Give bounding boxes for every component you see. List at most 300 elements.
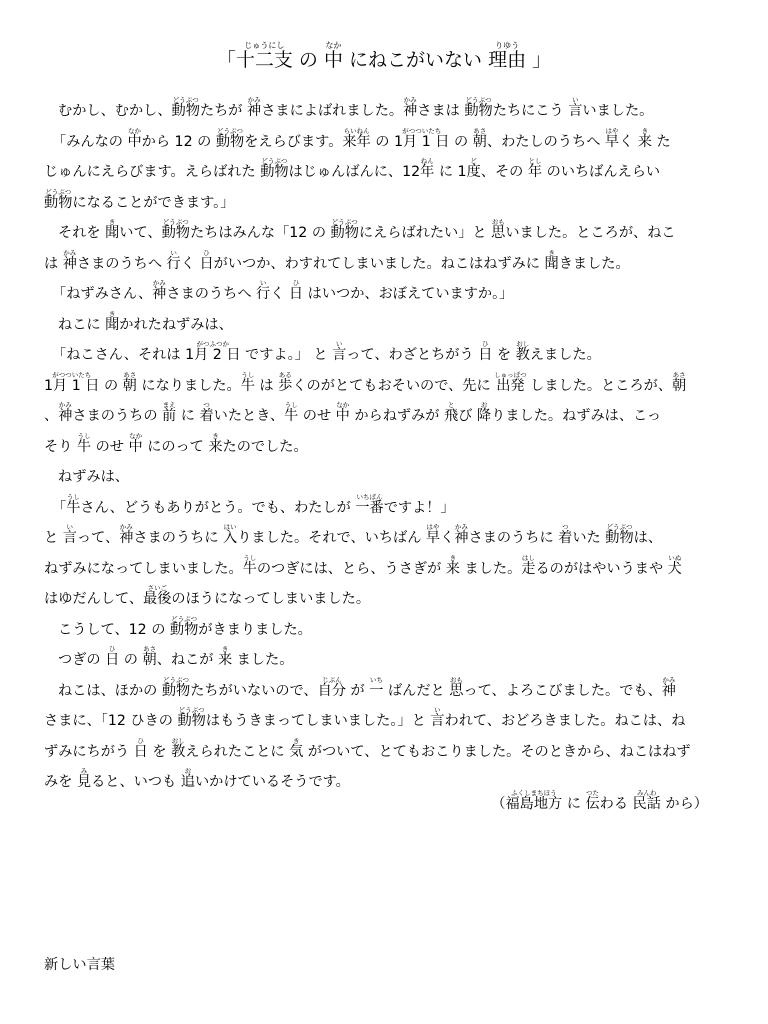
text-segment: たちが <box>199 103 247 119</box>
text-segment: た <box>652 133 671 150</box>
text-segment: く <box>440 530 455 546</box>
text-segment: ねずみは、 <box>58 469 129 485</box>
furigana-word <box>119 523 134 546</box>
furigana-reading: つ <box>199 401 214 409</box>
story-line-20 <box>44 676 724 707</box>
furigana-reading: み <box>76 767 92 775</box>
furigana-word <box>185 340 241 363</box>
text-segment: いて、 <box>119 225 162 241</box>
furigana-reading: どうぶつ <box>260 157 289 165</box>
furigana-reading: いち <box>369 675 384 684</box>
text-segment: はゆだんして、 <box>44 591 144 607</box>
furigana-word <box>454 523 469 546</box>
furigana-reading: ねん <box>420 157 435 165</box>
furigana-reading: あさ <box>672 370 687 379</box>
furigana-reading: はや <box>425 523 441 531</box>
kanji-text: 一番 <box>355 499 384 516</box>
kanji-text: 歩 <box>278 377 293 394</box>
text-segment: ました。 <box>232 652 294 668</box>
kanji-text: 中 <box>335 408 350 424</box>
furigana-word <box>44 370 100 394</box>
text-segment: のせ <box>91 438 129 455</box>
text-segment: はいつか、おぼえていますか。」 <box>303 286 514 302</box>
text-segment: たちにこう <box>492 103 569 119</box>
furigana-word <box>544 248 559 272</box>
furigana-reading: つ <box>558 523 573 531</box>
text-segment: 」 <box>526 49 552 71</box>
story-line-18 <box>44 615 724 646</box>
text-segment: いたとき、 <box>213 408 285 424</box>
text-segment: ねずみになってしまいました。 <box>44 560 243 577</box>
furigana-reading: い <box>166 248 181 257</box>
furigana-word <box>425 523 441 546</box>
text-segment: 「ねずみさん、 <box>52 286 153 302</box>
furigana-reading: かみ <box>661 675 676 684</box>
kanji-text: 聞 <box>105 316 120 333</box>
furigana-reading: かみ <box>403 96 418 104</box>
kanji-text: 牛 <box>76 438 92 455</box>
text-segment: にねこがいない <box>342 49 489 71</box>
kanji-text: 年 <box>420 164 435 180</box>
text-segment: はじゅんばんに、12 <box>288 164 421 180</box>
text-segment: は <box>254 377 279 394</box>
furigana-word <box>605 523 634 546</box>
kanji-text: 行 <box>256 286 271 302</box>
furigana-word <box>505 789 563 812</box>
furigana-word <box>133 736 148 760</box>
kanji-text: 朝 <box>472 133 487 150</box>
furigana-reading: おし <box>515 340 530 348</box>
furigana-word <box>143 584 172 607</box>
furigana-reading: うし <box>240 370 255 379</box>
furigana-reading: はや <box>604 126 620 135</box>
furigana-word <box>491 218 506 241</box>
text-segment: って、よろこびました。でも、 <box>463 682 662 699</box>
text-segment: はもうきまってしまいました。」と <box>205 713 431 729</box>
furigana-word <box>330 218 359 241</box>
story-body <box>44 96 724 798</box>
kanji-text: 教 <box>171 743 186 760</box>
furigana-word <box>44 187 73 211</box>
story-line-1 <box>44 96 724 127</box>
furigana-reading: ひ <box>478 340 493 348</box>
furigana-reading: き <box>105 218 120 226</box>
furigana-reading: うし <box>242 553 257 562</box>
furigana-word <box>76 431 92 455</box>
kanji-text: 朝 <box>672 377 687 394</box>
text-segment: たちがいないので、 <box>190 682 318 699</box>
kanji-text: 中 <box>323 49 343 71</box>
kanji-text: 動物 <box>260 164 289 180</box>
furigana-reading: き <box>217 645 233 653</box>
kanji-text: 牛 <box>66 499 81 516</box>
kanji-text: 1月 2 日 <box>185 347 241 363</box>
kanji-text: 神 <box>403 103 418 119</box>
furigana-reading: どうぶつ <box>161 218 190 226</box>
kanji-text: 動物 <box>169 621 199 638</box>
furigana-word <box>369 675 384 699</box>
text-segment: それを <box>58 225 106 241</box>
furigana-reading: どうぶつ <box>169 614 199 623</box>
furigana-reading: かみ <box>62 248 77 257</box>
furigana-reading: じゅうにし <box>235 41 293 50</box>
furigana-word <box>161 218 190 241</box>
text-segment: から 12 の <box>141 133 216 150</box>
kanji-text: 行 <box>166 255 181 272</box>
furigana-reading: どうぶつ <box>177 706 206 714</box>
furigana-word <box>199 248 214 272</box>
text-segment: 「 <box>216 49 236 71</box>
furigana-word <box>335 401 350 424</box>
furigana-word <box>289 736 304 760</box>
text-segment: むかし、むかし、 <box>58 103 172 119</box>
furigana-word <box>420 157 435 180</box>
text-segment: えました。 <box>529 347 601 363</box>
kanji-text: 動物 <box>171 103 200 119</box>
furigana-reading: かみ <box>246 96 262 104</box>
furigana-word <box>76 767 92 790</box>
text-segment: 「 <box>52 499 67 516</box>
furigana-word <box>661 675 676 699</box>
furigana-word <box>342 126 371 150</box>
kanji-text: 神 <box>62 255 77 272</box>
kanji-text: 日 <box>478 347 493 363</box>
furigana-reading: つた <box>585 789 600 797</box>
kanji-text: 動物 <box>464 103 493 119</box>
furigana-reading: かみ <box>58 401 73 409</box>
furigana-word <box>466 157 481 180</box>
story-line-4 <box>44 188 724 219</box>
furigana-word <box>171 736 186 760</box>
furigana-reading: どうぶつ <box>605 523 634 531</box>
text-segment: く <box>619 133 638 150</box>
text-segment: のいちばんえらい <box>542 164 661 180</box>
text-segment: は、 <box>633 530 663 546</box>
furigana-word <box>585 789 600 812</box>
furigana-word <box>568 96 583 119</box>
kanji-text: 気 <box>289 743 304 760</box>
furigana-word <box>494 370 527 394</box>
furigana-word <box>637 126 652 150</box>
text-segment: いました。ところが、ねこ <box>505 225 676 241</box>
text-segment: きました。 <box>558 255 630 272</box>
kanji-text: 聞 <box>105 225 120 241</box>
kanji-text: 教 <box>515 347 530 363</box>
furigana-reading: き <box>637 126 652 135</box>
furigana-reading: ひ <box>288 279 304 287</box>
text-segment: って、 <box>76 530 120 546</box>
kanji-text: 思 <box>449 682 464 699</box>
text-segment: 「ねこさん、それは <box>52 347 186 363</box>
text-segment: さまによばれました。 <box>261 103 404 119</box>
text-segment: の <box>370 133 394 150</box>
kanji-text: 自分 <box>317 682 347 699</box>
kanji-text: 来 <box>637 133 652 150</box>
kanji-text: 言 <box>568 103 583 119</box>
furigana-word <box>62 523 77 546</box>
furigana-reading: なか <box>128 431 143 440</box>
text-segment: りました。それで、いちばん <box>237 530 426 546</box>
kanji-text: 早 <box>425 530 441 546</box>
furigana-reading: お <box>476 401 492 409</box>
text-segment: のつぎには、とら、うさぎが <box>256 560 446 577</box>
text-segment: しました。ところが、 <box>525 377 673 394</box>
furigana-word <box>122 370 137 394</box>
text-segment: は <box>44 255 63 272</box>
furigana-word <box>66 492 81 516</box>
story-line-5 <box>44 218 724 249</box>
text-segment: さまに、「12 ひきの <box>44 713 178 729</box>
furigana-reading: なか <box>323 41 343 50</box>
kanji-text: 早 <box>604 133 620 150</box>
kanji-text: 民話 <box>632 796 661 812</box>
text-segment: そり <box>44 438 77 455</box>
text-segment: になることができます。」 <box>72 194 235 211</box>
furigana-word <box>604 126 620 150</box>
furigana-reading: がつついたち <box>44 370 100 379</box>
furigana-reading: うし <box>66 492 81 501</box>
furigana-reading: と <box>444 401 459 409</box>
furigana-reading: どうぶつ <box>171 96 200 104</box>
furigana-reading: なか <box>335 401 350 409</box>
kanji-text: 動物 <box>330 225 359 241</box>
kanji-text: 動物 <box>177 713 206 729</box>
furigana-word <box>260 157 289 180</box>
furigana-word <box>240 370 255 394</box>
text-segment: の <box>292 49 324 71</box>
kanji-text: 日 <box>199 255 214 272</box>
furigana-word <box>199 401 214 424</box>
furigana-word <box>105 309 120 333</box>
story-line-19 <box>44 645 724 676</box>
kanji-text: 動物 <box>605 530 634 546</box>
furigana-word <box>161 675 191 699</box>
kanji-text: 神 <box>152 286 167 302</box>
text-segment: さまのうちの <box>72 408 163 424</box>
furigana-word <box>217 645 233 668</box>
story-line-7 <box>44 279 724 310</box>
furigana-reading: どうぶつ <box>161 675 191 684</box>
furigana-word <box>128 431 143 455</box>
furigana-reading: ひ <box>133 736 148 745</box>
text-segment: みを <box>44 774 77 790</box>
furigana-word <box>162 401 177 424</box>
furigana-word <box>215 126 245 150</box>
furigana-word <box>527 157 543 180</box>
furigana-word <box>394 126 450 150</box>
text-segment: ると、いつも <box>91 774 181 790</box>
story-title <box>0 38 768 82</box>
furigana-word <box>332 340 347 363</box>
story-line-3 <box>44 157 724 188</box>
furigana-reading: はい <box>223 523 238 531</box>
text-segment: く <box>180 255 200 272</box>
text-segment: かれたねずみは、 <box>119 316 233 333</box>
kanji-text: 神 <box>246 103 262 119</box>
story-line-15 <box>44 523 724 554</box>
kanji-text: 動物 <box>161 682 191 699</box>
furigana-word <box>246 96 262 119</box>
furigana-word <box>208 431 223 455</box>
furigana-word <box>169 614 199 638</box>
kanji-text: 神 <box>119 530 134 546</box>
text-segment: のせ <box>298 408 336 424</box>
kanji-text: 見 <box>76 774 92 790</box>
furigana-word <box>223 523 238 546</box>
story-source <box>491 788 708 820</box>
text-segment: さまのうちへ <box>76 255 167 272</box>
kanji-text: 十二支 <box>235 49 293 71</box>
text-segment: いた <box>572 530 606 546</box>
text-segment: ですよ。」 と <box>240 347 333 363</box>
text-segment: ねこは、ほかの <box>58 682 162 699</box>
furigana-word <box>403 96 418 119</box>
furigana-word <box>464 96 493 119</box>
kanji-text: 日 <box>105 652 120 668</box>
kanji-text: 神 <box>58 408 73 424</box>
text-segment: からねずみが <box>349 408 445 424</box>
story-line-13 <box>44 462 724 493</box>
kanji-text: 動物 <box>215 133 245 150</box>
text-segment: に <box>176 408 200 424</box>
furigana-reading: ひ <box>199 248 214 257</box>
furigana-word <box>256 279 271 302</box>
furigana-reading: うし <box>284 401 299 409</box>
text-segment: の <box>449 133 473 150</box>
furigana-reading: どうぶつ <box>215 126 245 135</box>
kanji-text: 飛 <box>444 408 459 424</box>
kanji-text: 神 <box>454 530 469 546</box>
furigana-word <box>515 340 530 363</box>
furigana-word <box>142 645 157 668</box>
furigana-word <box>235 41 293 71</box>
kanji-text: 動物 <box>161 225 190 241</box>
text-segment: えられたことに <box>185 743 290 760</box>
story-line-9 <box>44 340 724 371</box>
text-segment: りました。ねずみは、こっ <box>491 408 662 424</box>
furigana-reading: がつふつか <box>185 340 241 348</box>
kanji-text: 入 <box>223 530 238 546</box>
furigana-reading: いぬ <box>667 553 682 562</box>
story-line-22 <box>44 737 724 768</box>
kanji-text: 着 <box>199 408 214 424</box>
kanji-text: 日 <box>133 743 148 760</box>
furigana-reading: あさ <box>122 370 137 379</box>
text-segment: つぎの <box>58 652 106 668</box>
kanji-text: 思 <box>491 225 506 241</box>
kanji-text: 牛 <box>242 560 257 577</box>
text-segment: ねこに <box>58 316 106 333</box>
furigana-reading: き <box>105 309 120 318</box>
kanji-text: 牛 <box>240 377 255 394</box>
furigana-reading: ある <box>278 370 293 379</box>
furigana-word <box>177 706 206 729</box>
text-segment: がきまりました。 <box>198 621 312 638</box>
text-segment: （ <box>491 796 506 812</box>
story-line-11 <box>44 401 724 432</box>
text-segment: さまのうちに <box>133 530 224 546</box>
kanji-text: 朝 <box>122 377 137 394</box>
kanji-text: 中 <box>128 438 143 455</box>
kanji-text: 牛 <box>284 408 299 424</box>
text-segment: くのがとてもおそいので、先に <box>292 377 496 394</box>
furigana-word <box>521 553 536 577</box>
furigana-word <box>171 96 200 119</box>
text-segment: さまは <box>417 103 465 119</box>
furigana-word <box>284 401 299 424</box>
furigana-reading: りゆう <box>488 41 527 50</box>
furigana-word <box>323 41 343 71</box>
text-segment: って、わざとちがう <box>346 347 479 363</box>
text-segment: たちはみんな「12 の <box>189 225 331 241</box>
furigana-reading: じぶん <box>317 675 346 684</box>
text-segment: われて、おどろきました。ねこは、ね <box>444 713 686 729</box>
furigana-reading: あさ <box>142 645 157 653</box>
text-segment: のほうになってしまいました。 <box>171 591 371 607</box>
furigana-reading: ひ <box>105 645 120 653</box>
furigana-word <box>180 767 195 790</box>
kanji-text: 来 <box>208 438 223 455</box>
kanji-text: 犬 <box>667 560 682 577</box>
furigana-reading: あさ <box>472 126 487 135</box>
text-segment: と <box>44 530 63 546</box>
text-segment: さまのうちへ <box>166 286 257 302</box>
kanji-text: 聞 <box>544 255 559 272</box>
text-segment: たのでした。 <box>222 438 308 455</box>
text-segment: になりました。 <box>136 377 241 394</box>
furigana-reading: いちばん <box>355 492 384 501</box>
furigana-reading: みんわ <box>632 789 661 797</box>
text-segment: を <box>492 347 516 363</box>
kanji-text: 福島地方 <box>505 796 563 812</box>
story-line-6 <box>44 249 724 280</box>
text-segment: から） <box>660 796 708 812</box>
kanji-text: 伝 <box>585 796 600 812</box>
kanji-text: 一 <box>369 682 384 699</box>
furigana-reading: かみ <box>119 523 134 531</box>
furigana-reading: がつついたち <box>394 126 450 135</box>
story-line-17 <box>44 584 724 615</box>
furigana-reading: き <box>289 736 304 745</box>
furigana-word <box>488 41 527 71</box>
furigana-word <box>449 675 464 699</box>
furigana-reading: どうぶつ <box>464 96 493 104</box>
furigana-reading: おも <box>449 675 464 684</box>
furigana-word <box>105 218 120 241</box>
text-segment: わる <box>599 796 633 812</box>
furigana-reading: い <box>568 96 583 104</box>
furigana-word <box>478 340 493 363</box>
furigana-word <box>152 279 167 302</box>
kanji-text: 言 <box>62 530 77 546</box>
kanji-text: 前 <box>162 408 177 424</box>
story-line-10 <box>44 371 724 402</box>
text-segment: ました。 <box>460 560 522 577</box>
text-segment: がいつか、わすれてしまいました。ねこはねずみに <box>213 255 545 272</box>
furigana-reading: き <box>544 248 559 257</box>
kanji-text: 1月 1 日 <box>44 377 100 394</box>
kanji-text: 追 <box>180 774 195 790</box>
text-segment: に 1 <box>434 164 467 180</box>
text-segment: がついて、とてもおこりました。そのときから、ねこはねず <box>303 743 691 760</box>
furigana-reading: ど <box>466 157 481 165</box>
furigana-word <box>127 126 142 150</box>
furigana-reading: い <box>430 706 445 714</box>
furigana-reading: はし <box>521 553 536 562</box>
text-segment: さまのうちに <box>468 530 559 546</box>
furigana-word <box>430 706 445 729</box>
text-segment: さん、どうもありがとう。でも、わたしが <box>80 499 356 516</box>
